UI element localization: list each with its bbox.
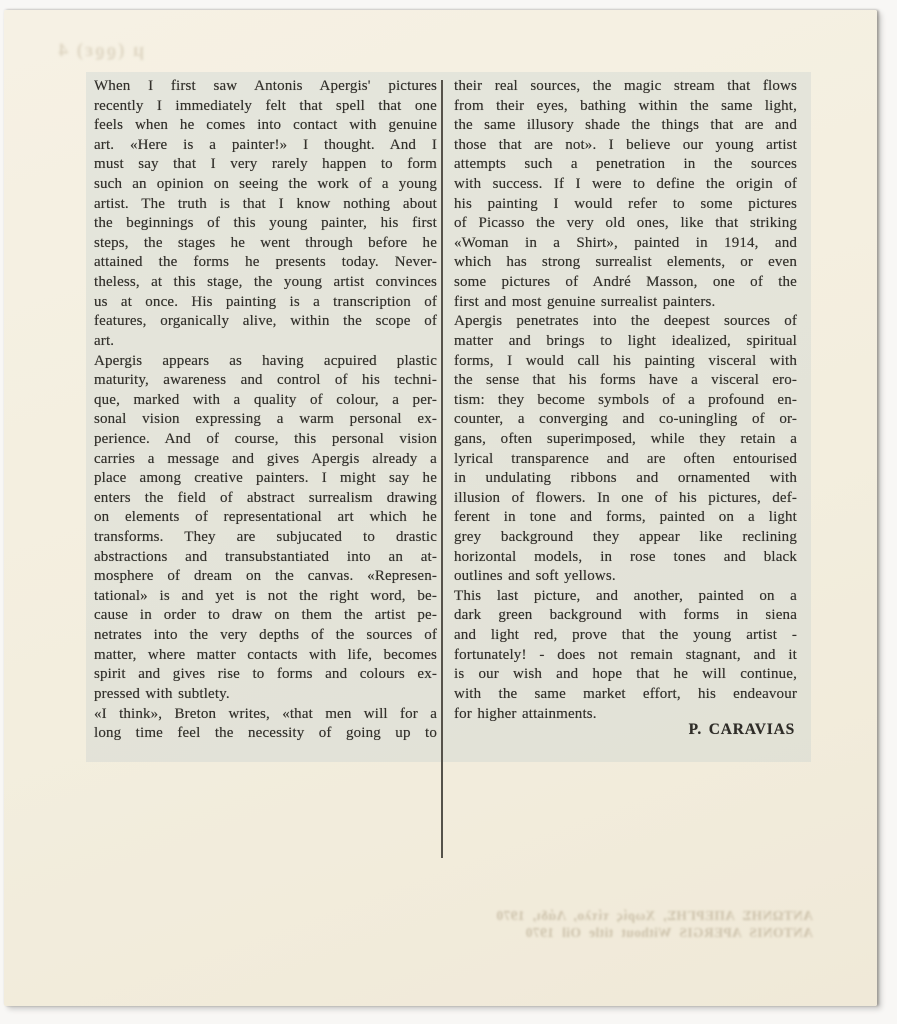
document-page (4, 10, 877, 1006)
text-line: his painting I would refer to some pictures (454, 195, 797, 212)
text-line: with success. If I were to define the origin of (454, 176, 797, 193)
text-line: lyrical transparence and are often entourised (454, 450, 797, 467)
text-line: perience. And of course, this personal vision (94, 430, 437, 447)
text-line: matter and brings to light idealized, spiritual (454, 332, 797, 349)
text-line: of Picasso the very old ones, like that striking (454, 215, 797, 232)
text-line: «I think», Breton writes, «that men will for a (94, 705, 437, 722)
author-signature: P. CARAVIAS (688, 721, 795, 738)
text-line: us at once. His painting is a transcription of (94, 293, 437, 310)
text-line: Apergis penetrates into the deepest sources of (454, 313, 797, 330)
text-line: from their eyes, bathing within the same light, (454, 97, 797, 114)
text-line: maturity, awareness and control of his techni- (94, 372, 437, 389)
text-line: such an opinion on seeing the work of a young (94, 176, 437, 193)
text-line: forms, I would call his painting visceral with (454, 352, 797, 369)
text-line: features, organically alive, within the scope of (94, 313, 437, 330)
text-line: on elements of representational art which he (94, 509, 437, 526)
text-line: and light red, prove that the young artist - (454, 627, 797, 644)
text-line: ferent in tone and forms, painted on a light (454, 509, 797, 526)
text-line: counter, a converging and co-uningling of or- (454, 411, 797, 428)
text-line: sonal vision expressing a warm personal ex- (94, 411, 437, 428)
text-line: is our wish and hope that he will continue, (454, 666, 797, 683)
text-line: carries a message and gives Apergis already a (94, 450, 437, 467)
text-line: place among creative painters. I might say he (94, 470, 437, 487)
text-line: for higher attainments. (454, 705, 597, 722)
text-line: dark green background with forms in siena (454, 607, 797, 624)
text-line: transforms. They are subjucated to drastic (94, 529, 437, 546)
text-line: attained the forms he presents today. Never- (94, 254, 437, 271)
text-line: first and most genuine surrealist painters. (454, 293, 716, 310)
text-line: cause in order to draw on them the artist pe- (94, 607, 437, 624)
text-line: matter, where matter contacts with life, becomes (94, 646, 437, 663)
text-line: feels when he comes into contact with genuine (94, 117, 437, 134)
show-through-caption (389, 908, 813, 941)
text-line: steps, the stages he went through before he (94, 234, 437, 251)
text-line: theless, at this stage, the young artist convinces (94, 274, 437, 291)
text-line: art. «Here is a painter!» I thought. And I (94, 136, 437, 153)
text-line: their real sources, the magic stream that flows (454, 78, 797, 94)
text-line: grey background they appear like reclining (454, 529, 797, 546)
article-column-2 (454, 78, 797, 725)
text-line: illusion of flowers. In one of his pictures, def- (454, 489, 797, 506)
text-line: tational» is and yet is not the right word, be- (94, 587, 437, 604)
text-line: fortunately! - does not remain stagnant, and it (454, 646, 797, 663)
text-line: horizontal models, in rose tones and black (454, 548, 797, 565)
text-line: abstractions and transubstantiated into an at- (94, 548, 437, 565)
text-line: This last picture, and another, painted on a (454, 587, 797, 604)
text-line: enters the field of abstract surrealism drawing (94, 489, 437, 506)
text-line: attempts such a penetration in the sources (454, 156, 797, 173)
text-line: que, marked with a quality of colour, a per- (94, 391, 437, 408)
text-line: gans, often superimposed, while they retain a (454, 430, 797, 447)
text-line: Apergis appears as having acpuired plastic (94, 352, 437, 369)
text-line: must say that I very rarely happen to form (94, 156, 437, 173)
show-through-corner-mark: μ (ϱϱε) 4 (56, 40, 144, 61)
text-line: some pictures of André Masson, one of the (454, 274, 797, 291)
text-line: outlines and soft yellows. (454, 568, 616, 585)
text-line: long time feel the necessity of going up to (94, 725, 437, 742)
text-line: which has strong surrealist elements, or even (454, 254, 797, 271)
text-line: artist. The truth is that I know nothing about (94, 195, 437, 212)
text-line: When I first saw Antonis Apergis' pictures (94, 78, 437, 94)
text-line: the same illusory shade the things that are and (454, 117, 797, 134)
column-divider-rule (441, 80, 443, 858)
show-through-caption-line-2: ANTONIS APERGIS Without title Oil 1970 (525, 924, 813, 940)
text-line: spirit and gives rise to forms and colours ex- (94, 666, 437, 683)
text-line: in undulating ribbons and ornamented with (454, 470, 797, 487)
text-line: pressed with subtlety. (94, 685, 230, 702)
text-line: with the same market effort, his endeavour (454, 685, 797, 702)
show-through-caption-line-1: ΑΝΤΩΝΗΣ ΑΠΕΡΓΗΣ, Χωρίς τίτλο, Λάδι, 1970 (496, 908, 813, 923)
text-line: mosphere of dream on the canvas. «Represen- (94, 568, 437, 585)
article-column-1 (94, 78, 437, 745)
text-line: recently I immediately felt that spell that one (94, 97, 437, 114)
text-line: netrates into the very depths of the sources of (94, 627, 437, 644)
text-line: tism: they become symbols of a profound en- (454, 391, 797, 408)
text-line: the sense that his forms have a visceral ero- (454, 372, 797, 389)
text-line: the beginnings of this young painter, his first (94, 215, 437, 232)
text-line: «Woman in a Shirt», painted in 1914, and (454, 234, 797, 251)
text-line: art. (94, 332, 115, 349)
text-line: those that are not». I believe our young artist (454, 136, 797, 153)
